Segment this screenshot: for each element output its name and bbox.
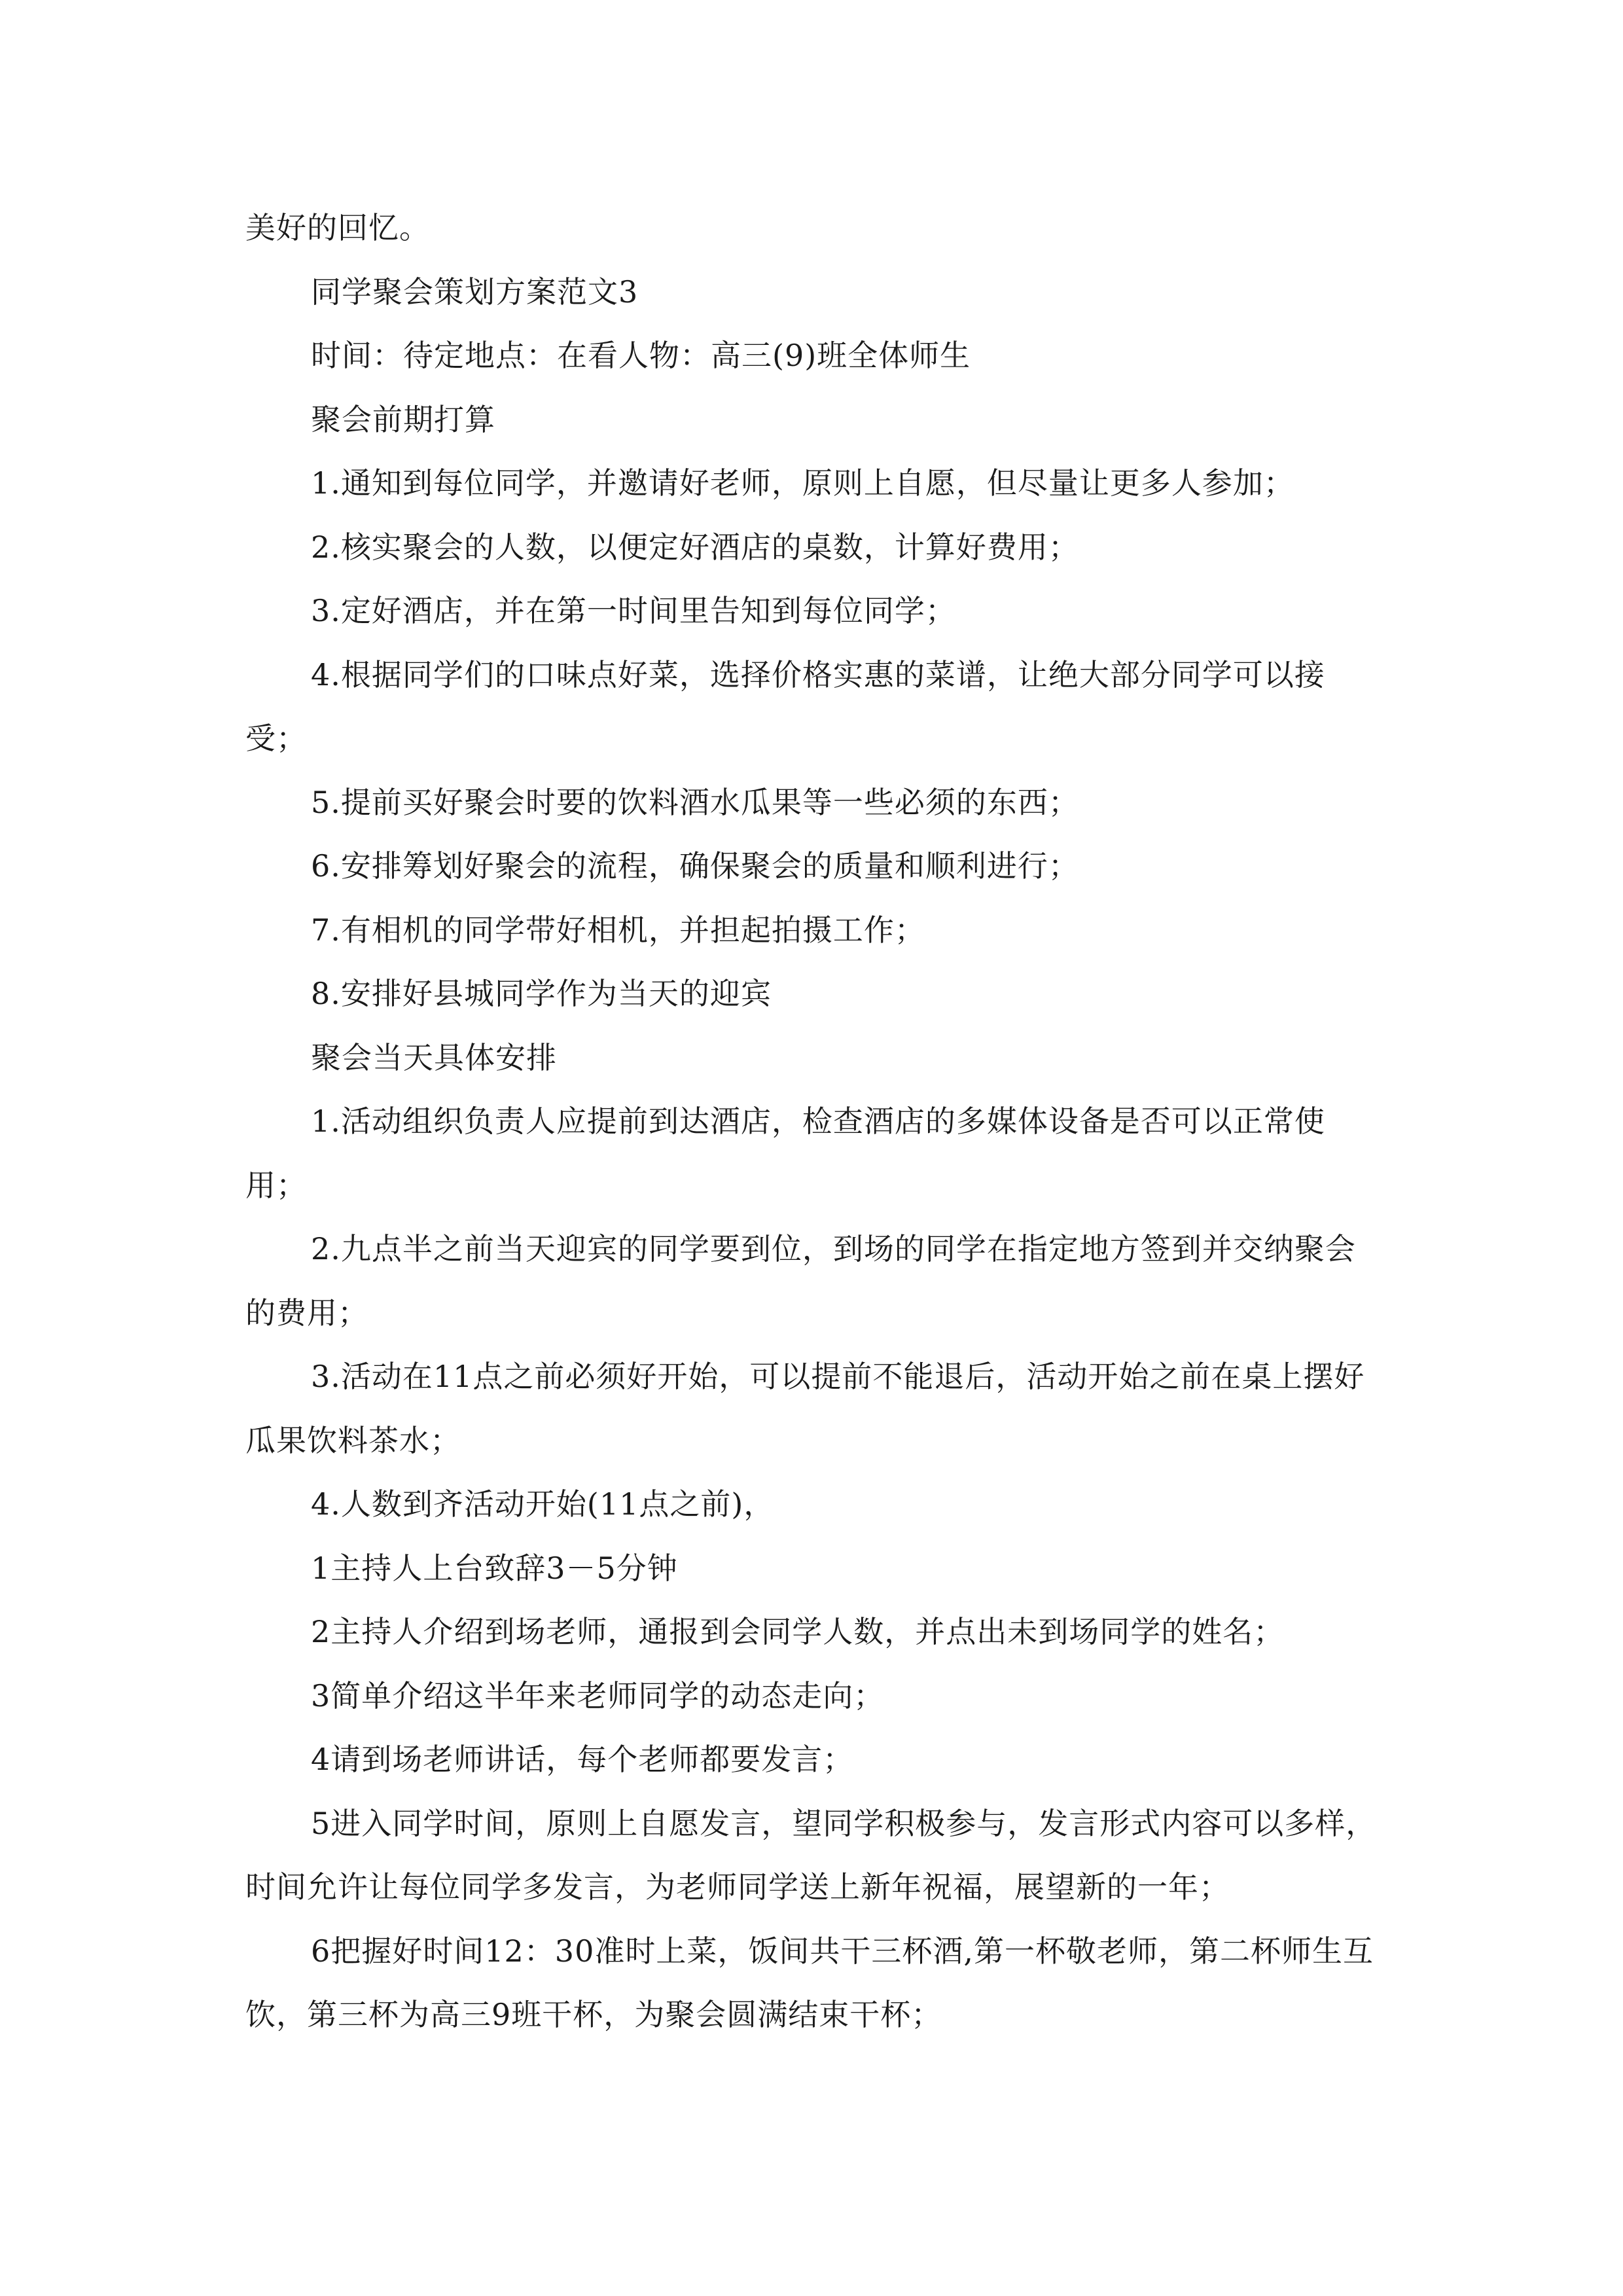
prep-item-3: 3.定好酒店，并在第一时间里告知到每位同学； [311, 593, 956, 628]
prep-item-7: 7.有相机的同学带好相机，并担起拍摄工作； [311, 912, 925, 948]
prep-item-5: 5.提前买好聚会时要的饮料酒水瓜果等一些必须的东西； [311, 784, 1079, 820]
program-step-3: 3简单介绍这半年来老师同学的动态走向； [311, 1677, 885, 1713]
section-title: 同学聚会策划方案范文3 [311, 274, 639, 310]
subsection-heading-schedule: 聚会当天具体安排 [311, 1039, 557, 1075]
document-body [245, 196, 1381, 2047]
program-step-2: 2主持人介绍到场老师，通报到会同学人数，并点出未到场同学的姓名； [311, 1614, 1285, 1649]
event-info: 时间：待定地点：在看人物：高三(9)班全体师生 [311, 338, 971, 373]
prep-item-4: 4.根据同学们的口味点好菜，选择价格实惠的菜谱，让绝大部分同学可以接受； [245, 656, 1325, 756]
prep-item-2: 2.核实聚会的人数，以便定好酒店的桌数，计算好费用； [311, 529, 1079, 565]
schedule-item-2: 2.九点半之前当天迎宾的同学要到位，到场的同学在指定地方签到并交纳聚会的费用； [245, 1231, 1356, 1331]
prep-item-1: 1.通知到每位同学，并邀请好老师，原则上自愿，但尽量让更多人参加； [311, 465, 1294, 501]
schedule-item-3: 3.活动在11点之前必须好开始，可以提前不能退后，活动开始之前在桌上摆好瓜果饮料茶水； [245, 1359, 1365, 1458]
subsection-heading-preparation: 聚会前期打算 [311, 401, 495, 437]
paragraph-continuation: 美好的回忆。 [245, 210, 430, 245]
prep-item-6: 6.安排筹划好聚会的流程，确保聚会的质量和顺利进行； [311, 848, 1079, 884]
schedule-item-1: 1.活动组织负责人应提前到达酒店，检查酒店的多媒体设备是否可以正常使用； [245, 1103, 1325, 1203]
schedule-item-4: 4.人数到齐活动开始(11点之前)， [311, 1486, 775, 1522]
program-step-6: 6把握好时间12：30准时上菜，饭间共干三杯酒,第一杯敬老师，第二杯师生互饮，第三杯为高三9班干杯，为聚会圆满结束干杯； [245, 1933, 1374, 2032]
program-step-4: 4请到场老师讲话，每个老师都要发言； [311, 1742, 854, 1777]
program-step-1: 1主持人上台致辞3－5分钟 [311, 1550, 678, 1586]
prep-item-8: 8.安排好县城同学作为当天的迎宾 [311, 976, 772, 1011]
program-step-5: 5进入同学时间，原则上自愿发言，望同学积极参与，发言形式内容可以多样，时间允许让每位同学多发言，为老师同学送上新年祝福，展望新的一年； [245, 1805, 1377, 1905]
